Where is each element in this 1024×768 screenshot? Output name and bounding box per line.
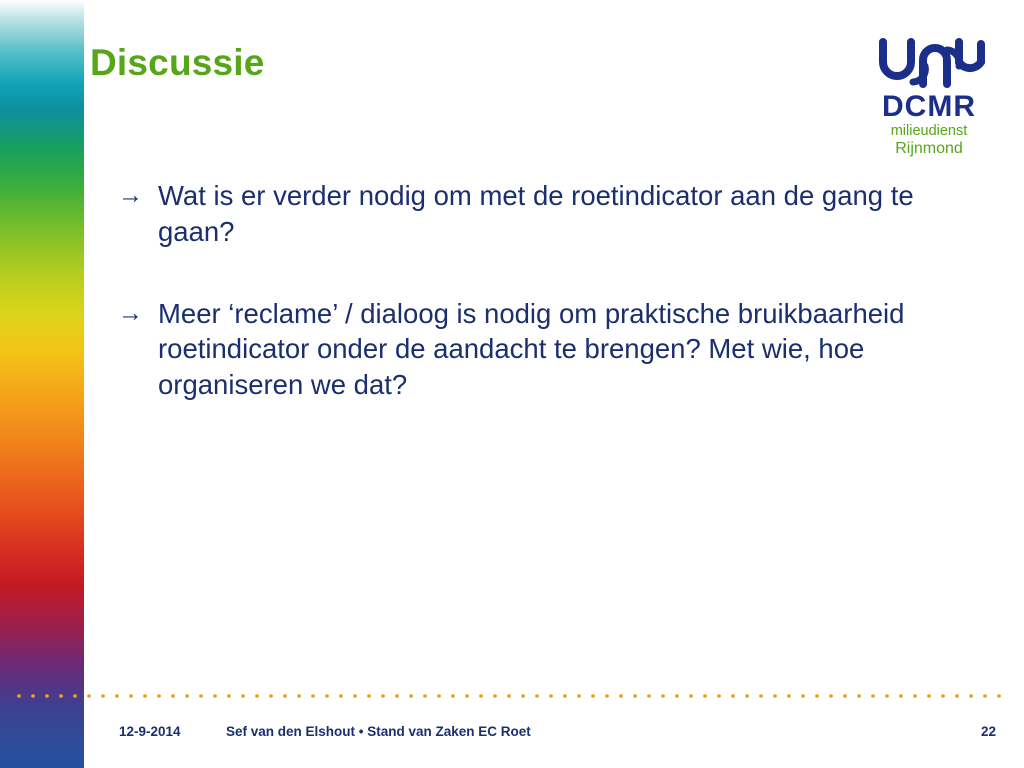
arrow-right-icon: → (118, 298, 143, 327)
slide-body (118, 178, 998, 449)
decorative-color-bar (0, 0, 84, 768)
list-item-text: Wat is er verder nodig om met de roetindicator aan de gang te gaan? (158, 180, 914, 247)
dcmr-logo (870, 32, 988, 157)
list-item (118, 178, 998, 250)
footer-title: Sef van den Elshout • Stand van Zaken EC Roet (226, 724, 531, 739)
dcmr-wave-logo-icon (873, 32, 985, 94)
logo-wordmark: DCMR (882, 90, 976, 123)
list-item (118, 296, 998, 403)
logo-subtitle-2: Rijnmond (895, 139, 963, 157)
footer-page-number: 22 (980, 724, 996, 739)
list-item-text: Meer ‘reclame’ / dialoog is nodig om praktische bruikbaarheid roetindicator onder de aandacht te brengen? Met wie, hoe organiseren we dat? (158, 297, 905, 400)
page-title: Discussie (90, 42, 265, 83)
arrow-right-icon: → (118, 181, 143, 209)
footer-date: 12-9-2014 (119, 724, 181, 739)
footer-divider (12, 694, 1006, 698)
slide-footer (0, 724, 1024, 748)
logo-subtitle-1: milieudienst (890, 122, 968, 139)
